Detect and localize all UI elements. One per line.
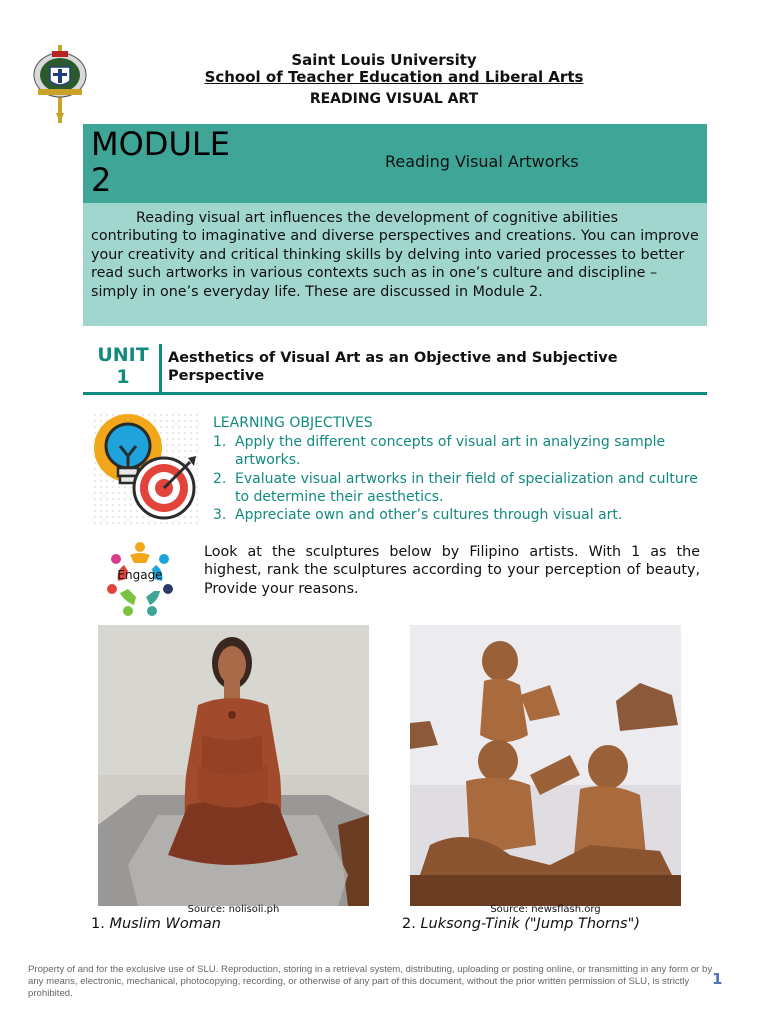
unit-title: Aesthetics of Visual Art as an Objective and Subjective Perspective: [168, 350, 618, 384]
unit-label-number: 1: [116, 366, 130, 388]
university-name: Saint Louis University: [291, 51, 477, 69]
sculpture-title-translation: ("Jump Thorns"): [524, 916, 640, 932]
sculpture-photo-luksong-tinik: [410, 625, 681, 906]
objective-item: [213, 506, 703, 524]
photo-source-1: Source: nolisoli.ph: [187, 904, 280, 915]
engage-instructions: Look at the sculptures below by Filipino artists. With 1 as the highest, rank the sculptures according to your perception of beauty, Provide your reasons.: [204, 544, 700, 597]
photo-source-2: Source: newsflash.org: [490, 904, 601, 915]
page-number: 1: [712, 970, 723, 988]
unit-label-word: UNIT: [97, 344, 149, 366]
engage-label: Engage: [117, 568, 163, 582]
module-intro-box: [83, 203, 707, 326]
module-intro-text: Reading visual art influences the development of cognitive abilities contributing to imaginative and diverse perspectives and creations. You can improve your creativity and critical thinking skills by delving into varied processes to better read such artworks in various contexts such as in one’s culture and discipline – simply in one’s everyday life. These are discussed in Module 2.: [91, 210, 699, 300]
lightbulb-target-icon: [92, 412, 198, 524]
sculpture-title: Muslim Woman: [109, 916, 221, 932]
sculpture-caption-2: [402, 916, 640, 932]
course-title: READING VISUAL ART: [309, 91, 479, 107]
school-name: School of Teacher Education and Liberal Arts: [204, 68, 584, 86]
sculpture-photo-muslim-woman: [98, 625, 369, 906]
unit-divider-vertical: [159, 344, 162, 392]
objective-text: Appreciate own and other’s cultures through visual art.: [235, 507, 623, 524]
objectives-list: [213, 433, 703, 524]
objective-text: Apply the different concepts of visual art in analyzing sample artworks.: [235, 434, 666, 469]
objectives-heading: LEARNING OBJECTIVES: [213, 415, 373, 431]
sculpture-number: 1.: [91, 916, 105, 932]
objective-text: Evaluate visual artworks in their field of specialization and culture to determine their aesthetics.: [235, 470, 698, 505]
objective-item: [213, 470, 703, 507]
copyright-notice: Property of and for the exclusive use of SLU. Reproduction, storing in a retrieval system, distributing, uploading or posting online, or transmitting in any form or by any means, electronic, mechanical, photocopying, recording, or otherwise of any part of this document, without the prior written permission of SLU, is strictly prohibited.: [28, 964, 713, 999]
module-title: MODULE 2: [91, 125, 230, 199]
objective-number: 3.: [213, 507, 227, 524]
sculpture-number: 2.: [402, 916, 416, 932]
unit-label: [90, 344, 156, 388]
module-header-band: [83, 124, 707, 203]
objective-number: 1.: [213, 434, 227, 450]
sculpture-title: Luksong-Tinik: [420, 916, 520, 932]
objective-number: 2.: [213, 470, 227, 487]
objective-item: [213, 433, 703, 470]
unit-divider-horizontal: [83, 392, 707, 395]
module-subtitle: Reading Visual Artworks: [385, 152, 579, 171]
sculpture-caption-1: [91, 916, 221, 932]
